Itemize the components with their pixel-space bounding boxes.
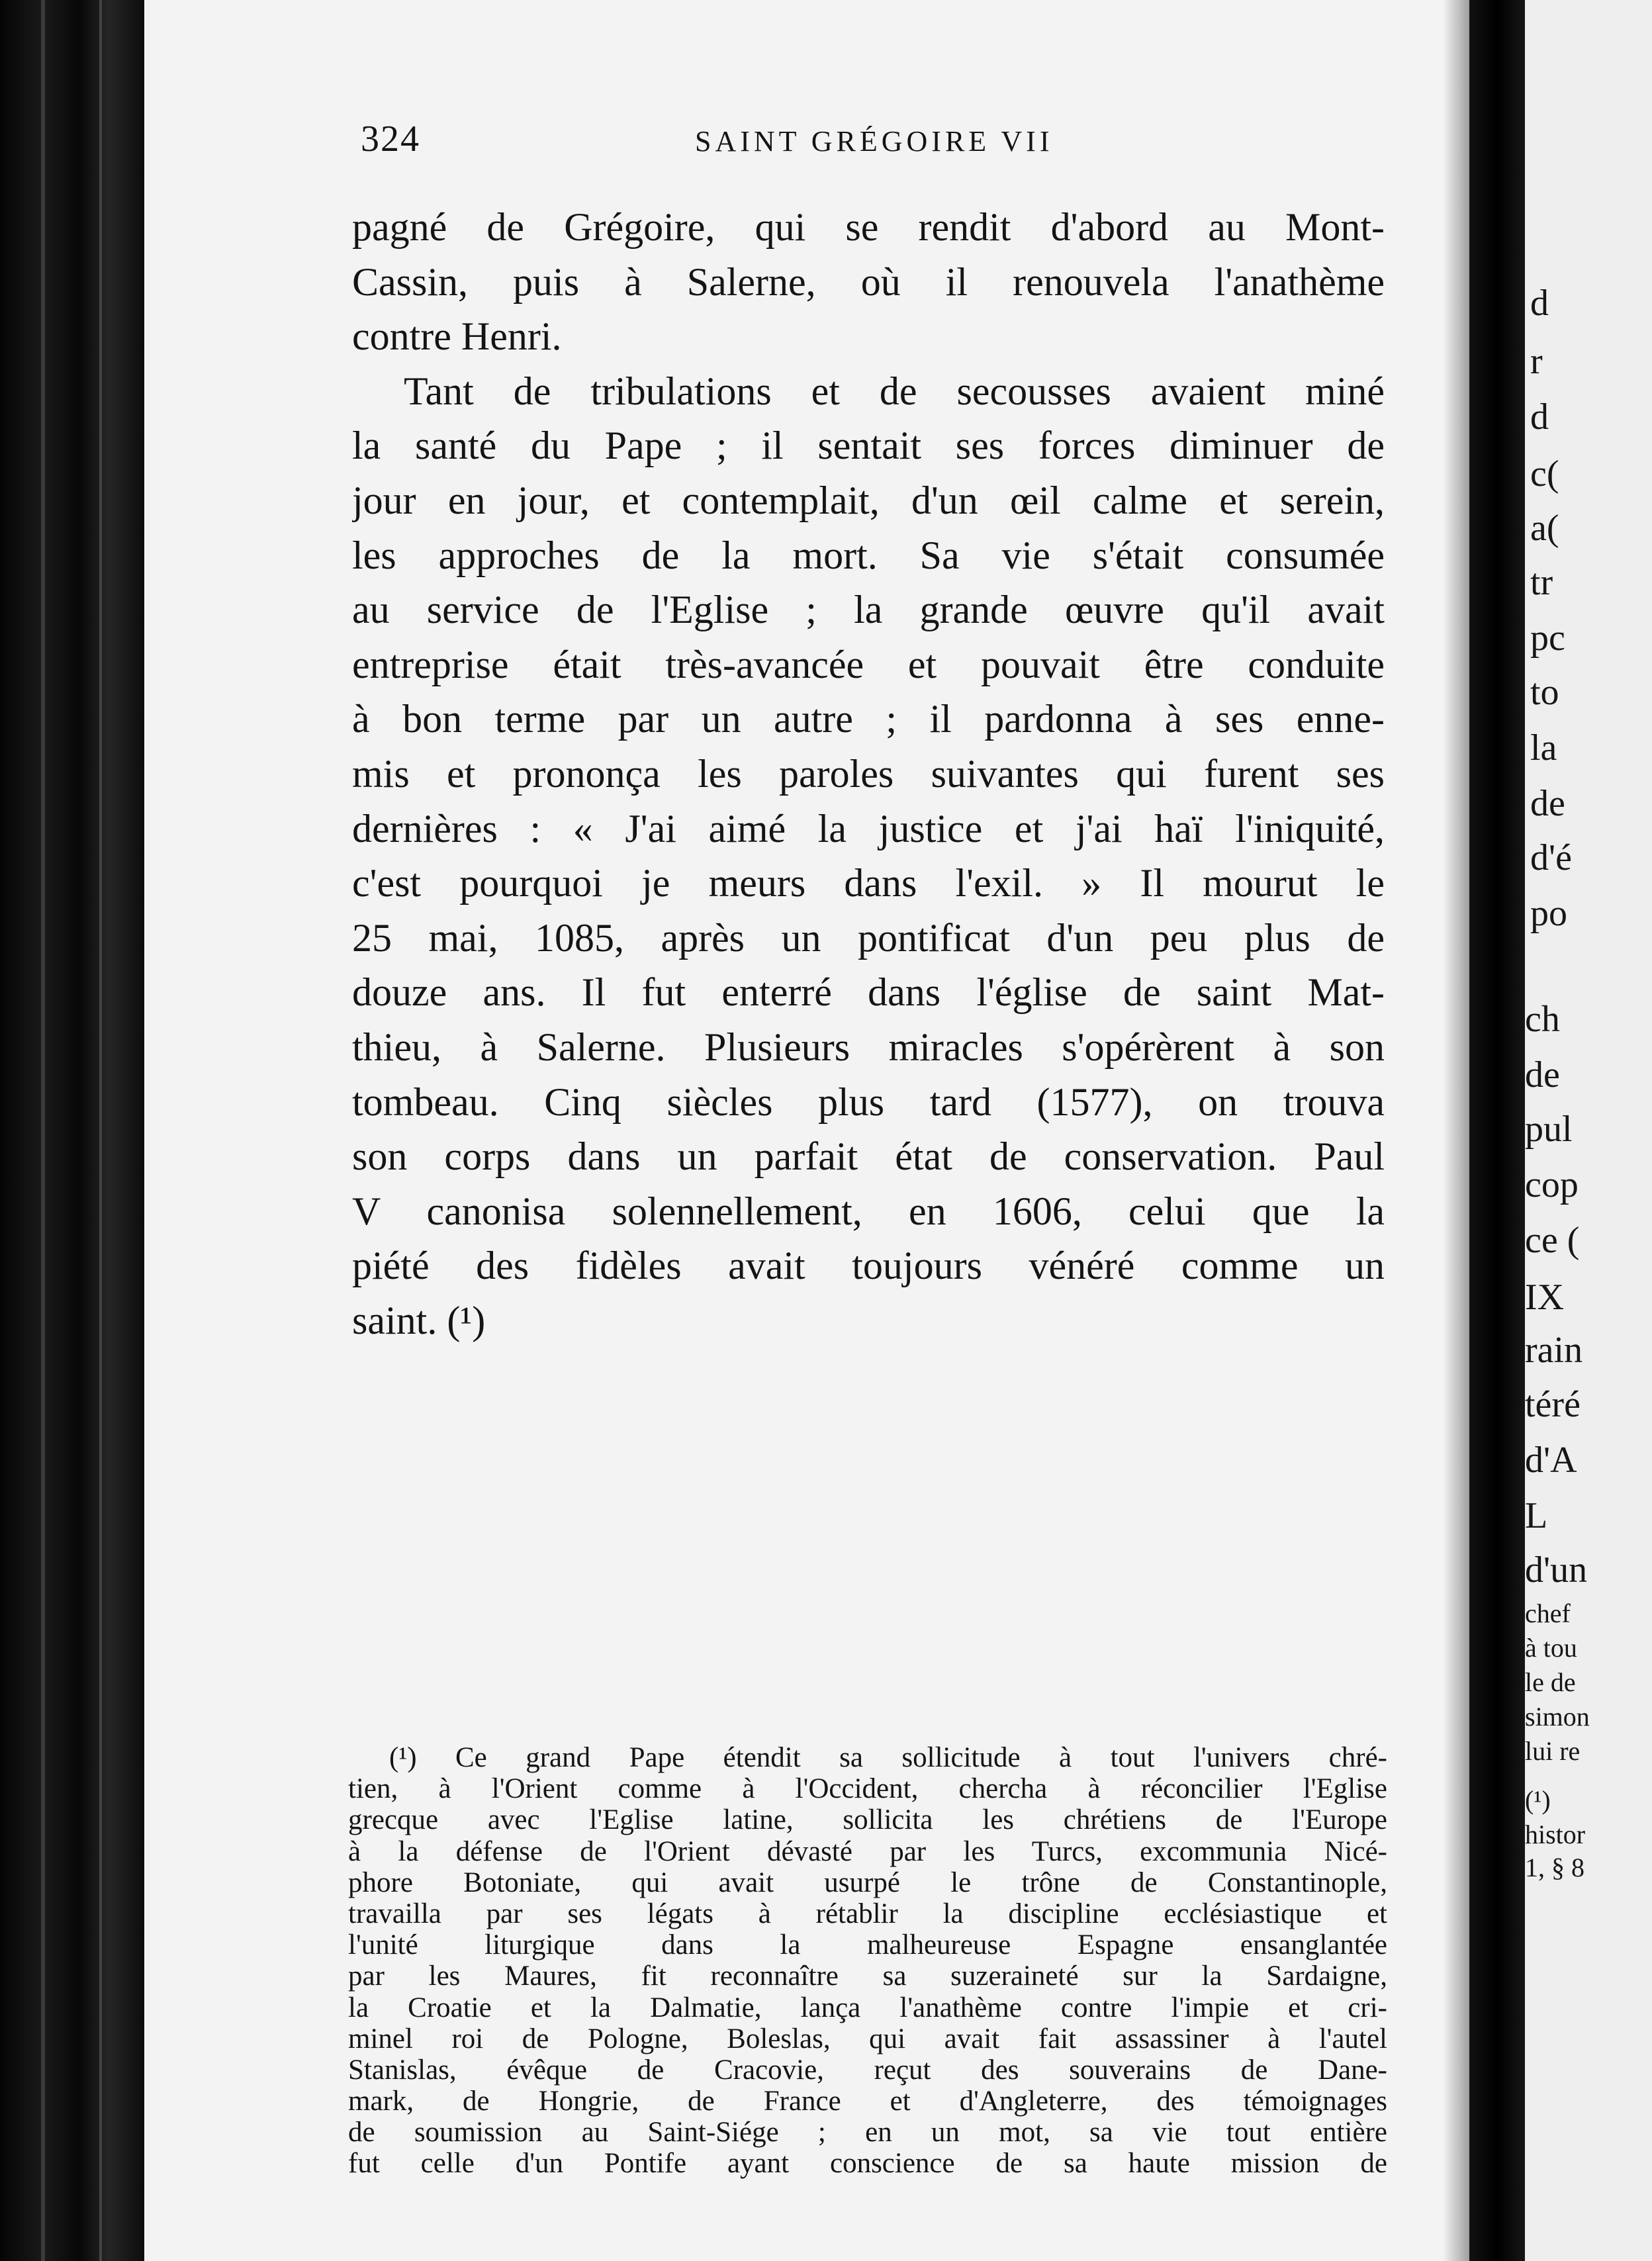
body-line: tombeau. Cinq siècles plus tard (1577), on trouva: [352, 1080, 1385, 1124]
facing-page-fragment: po: [1530, 893, 1567, 934]
facing-page-fragment: la: [1530, 727, 1557, 768]
facing-page-fragment: histor: [1525, 1820, 1586, 1849]
facing-page-fragment: IX: [1525, 1277, 1565, 1318]
facing-page-fragment: pc: [1530, 618, 1565, 659]
facing-page-fragment: L: [1525, 1495, 1548, 1536]
facing-page-fragment: rain: [1525, 1330, 1583, 1371]
running-title: SAINT GRÉGOIRE VII: [695, 125, 1054, 158]
facing-page: [1525, 0, 1652, 2261]
facing-page-fragment: a(: [1530, 508, 1559, 549]
footnote-line: phore Botoniate, qui avait usurpé le trône de Constantinople,: [348, 1867, 1387, 1898]
body-line: douze ans. Il fut enterré dans l'église de saint Mat-: [352, 970, 1385, 1015]
facing-page-fragment: lui re: [1525, 1736, 1581, 1766]
body-line: dernières : « J'ai aimé la justice et j'ai haï l'iniquité,: [352, 806, 1385, 851]
footnote-line: grecque avec l'Eglise latine, sollicita les chrétiens de l'Europe: [348, 1804, 1387, 1836]
facing-page-fragment: à tou: [1525, 1633, 1577, 1663]
facing-page-fragment: d'é: [1530, 837, 1572, 878]
footnote-line: mark, de Hongrie, de France et d'Angleterre, des témoignages: [348, 2086, 1387, 2117]
footnote: [348, 1742, 1387, 2180]
body-line: son corps dans un parfait état de conservation. Paul: [352, 1134, 1385, 1179]
facing-page-fragment: de: [1530, 783, 1565, 824]
footnote-line: par les Maures, fit reconnaître sa suzeraineté sur la Sardaigne,: [348, 1961, 1387, 1992]
body-line: entreprise était très-avancée et pouvait être conduite: [352, 642, 1385, 686]
body-line: à bon terme par un autre ; il pardonna à ses enne-: [352, 697, 1385, 741]
facing-page-fragment: de: [1525, 1054, 1560, 1095]
facing-page-fragment: d'un: [1525, 1549, 1588, 1591]
footnote-line: (¹) Ce grand Pape étendit sa sollicitude à tout l'univers chré-: [389, 1742, 1387, 1773]
page-gutter: [1469, 0, 1525, 2261]
page-shadow: [1443, 0, 1469, 2261]
facing-page-fragment: (¹): [1525, 1785, 1551, 1815]
body-line: jour en jour, et contemplait, d'un œil calme et serein,: [352, 478, 1385, 522]
facing-page-fragment: pul: [1525, 1109, 1573, 1150]
body-line: V canonisa solennellement, en 1606, celui que la: [352, 1189, 1385, 1233]
facing-page-fragment: d'A: [1525, 1440, 1577, 1481]
facing-page-fragment: ch: [1525, 999, 1560, 1040]
body-text: [352, 200, 1385, 1348]
facing-page-fragment: to: [1530, 672, 1559, 713]
footnote-line: minel roi de Pologne, Boleslas, qui avait fait assassiner à l'autel: [348, 2023, 1387, 2054]
facing-page-fragment: le de: [1525, 1667, 1576, 1697]
binding-edge: [41, 0, 45, 2261]
footnote-line: la Croatie et la Dalmatie, lança l'anathème contre l'impie et cri-: [348, 1992, 1387, 2023]
body-line: saint. (¹): [352, 1298, 486, 1342]
facing-page-fragment: téré: [1525, 1384, 1581, 1425]
page-number: 324: [361, 118, 420, 160]
facing-page-fragment: chef: [1525, 1598, 1571, 1628]
footnote-line: Stanislas, évêque de Cracovie, reçut des souverains de Dane-: [348, 2054, 1387, 2086]
body-line: c'est pourquoi je meurs dans l'exil. » Il mourut le: [352, 861, 1385, 905]
body-line: 25 mai, 1085, après un pontificat d'un peu plus de: [352, 915, 1385, 960]
body-line: Cassin, puis à Salerne, où il renouvela l'anathème: [352, 259, 1385, 304]
footnote-line: l'unité liturgique dans la malheureuse Espagne ensanglantée: [348, 1929, 1387, 1961]
body-line: les approches de la mort. Sa vie s'était consumée: [352, 533, 1385, 577]
body-line: piété des fidèles avait toujours vénéré comme un: [352, 1244, 1385, 1288]
facing-page-fragment: 1, § 8: [1525, 1853, 1584, 1882]
facing-page-fragment: ce (: [1525, 1220, 1580, 1261]
facing-page-fragment: c(: [1530, 453, 1559, 494]
facing-page-fragment: cop: [1525, 1164, 1579, 1205]
facing-page-fragment: tr: [1530, 562, 1553, 603]
body-line: Tant de tribulations et de secousses avaient miné: [404, 369, 1385, 413]
facing-page-fragment: simon: [1525, 1702, 1590, 1731]
body-line: thieu, à Salerne. Plusieurs miracles s'opérèrent à son: [352, 1025, 1385, 1069]
facing-page-fragment: d: [1530, 283, 1549, 324]
facing-page-fragment: d: [1530, 396, 1549, 438]
body-line: contre Henri.: [352, 314, 562, 359]
body-line: pagné de Grégoire, qui se rendit d'abord au Mont-: [352, 205, 1385, 249]
facing-page-fragment: r: [1530, 341, 1543, 382]
footnote-line: travailla par ses légats à rétablir la discipline ecclésiastique et: [348, 1898, 1387, 1929]
book-binding: [0, 0, 144, 2261]
footnote-line: fut celle d'un Pontife ayant conscience de sa haute mission de: [348, 2148, 1387, 2180]
footnote-line: de soumission au Saint-Siége ; en un mot, sa vie tout entière: [348, 2117, 1387, 2148]
body-line: au service de l'Eglise ; la grande œuvre qu'il avait: [352, 588, 1385, 632]
footnote-line: à la défense de l'Orient dévasté par les Turcs, excommunia Nicé-: [348, 1835, 1387, 1867]
footnote-line: tien, à l'Orient comme à l'Occident, chercha à réconcilier l'Eglise: [348, 1773, 1387, 1805]
body-line: la santé du Pape ; il sentait ses forces diminuer de: [352, 424, 1385, 468]
body-line: mis et prononça les paroles suivantes qui furent ses: [352, 751, 1385, 796]
binding-edge: [99, 0, 102, 2261]
